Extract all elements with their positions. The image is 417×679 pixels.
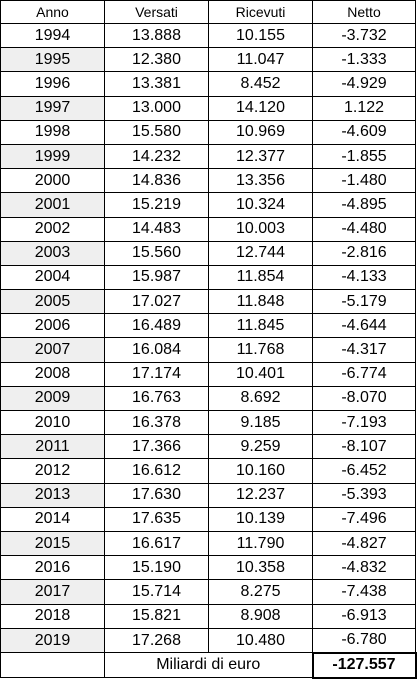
cell-netto: -7.193	[313, 411, 416, 435]
cell-versati: 17.268	[105, 628, 209, 653]
cell-versati: 13.000	[105, 96, 209, 120]
table-row	[1, 483, 416, 507]
cell-anno: 2011	[1, 435, 105, 459]
cell-netto: -4.929	[313, 72, 416, 96]
cell-versati: 15.987	[105, 265, 209, 289]
cell-versati: 13.888	[105, 24, 209, 48]
cell-anno: 2006	[1, 314, 105, 338]
table-row	[1, 217, 416, 241]
cell-netto: -4.133	[313, 265, 416, 289]
table-row	[1, 120, 416, 144]
cell-anno: 2018	[1, 604, 105, 628]
cell-versati: 15.219	[105, 193, 209, 217]
cell-ricevuti: 10.139	[209, 507, 313, 531]
cell-anno: 2014	[1, 507, 105, 531]
cell-ricevuti: 8.908	[209, 604, 313, 628]
cell-versati: 14.483	[105, 217, 209, 241]
table-row	[1, 435, 416, 459]
cell-versati: 16.617	[105, 531, 209, 555]
cell-anno: 2019	[1, 628, 105, 653]
table-body	[1, 24, 416, 653]
table-row	[1, 628, 416, 653]
cell-versati: 17.635	[105, 507, 209, 531]
table-row	[1, 193, 416, 217]
cell-netto: -1.855	[313, 144, 416, 168]
cell-ricevuti: 10.358	[209, 556, 313, 580]
cell-netto: -4.895	[313, 193, 416, 217]
table-row	[1, 411, 416, 435]
cell-netto: -1.480	[313, 169, 416, 193]
cell-netto: -8.107	[313, 435, 416, 459]
cell-anno: 2005	[1, 290, 105, 314]
cell-netto: -8.070	[313, 386, 416, 410]
cell-ricevuti: 11.768	[209, 338, 313, 362]
cell-ricevuti: 11.848	[209, 290, 313, 314]
table-row	[1, 604, 416, 628]
table-row	[1, 386, 416, 410]
cell-versati: 15.190	[105, 556, 209, 580]
cell-versati: 17.027	[105, 290, 209, 314]
cell-ricevuti: 10.969	[209, 120, 313, 144]
header-anno: Anno	[1, 1, 105, 24]
table-row	[1, 556, 416, 580]
cell-versati: 13.381	[105, 72, 209, 96]
cell-ricevuti: 9.259	[209, 435, 313, 459]
table-row	[1, 144, 416, 168]
cell-ricevuti: 11.845	[209, 314, 313, 338]
cell-ricevuti: 10.324	[209, 193, 313, 217]
cell-ricevuti: 13.356	[209, 169, 313, 193]
cell-versati: 14.836	[105, 169, 209, 193]
cell-netto: -2.816	[313, 241, 416, 265]
table-row	[1, 459, 416, 483]
cell-ricevuti: 11.047	[209, 48, 313, 72]
cell-versati: 16.763	[105, 386, 209, 410]
cell-versati: 16.489	[105, 314, 209, 338]
cell-versati: 17.630	[105, 483, 209, 507]
cell-anno: 2010	[1, 411, 105, 435]
cell-anno: 2007	[1, 338, 105, 362]
header-netto: Netto	[313, 1, 416, 24]
cell-ricevuti: 11.854	[209, 265, 313, 289]
cell-anno: 2017	[1, 580, 105, 604]
cell-anno: 1996	[1, 72, 105, 96]
cell-anno: 2004	[1, 265, 105, 289]
table-row	[1, 362, 416, 386]
cell-netto: -4.832	[313, 556, 416, 580]
table-row	[1, 314, 416, 338]
cell-ricevuti: 8.692	[209, 386, 313, 410]
cell-anno: 2001	[1, 193, 105, 217]
cell-anno: 2009	[1, 386, 105, 410]
cell-netto: -1.333	[313, 48, 416, 72]
cell-versati: 15.580	[105, 120, 209, 144]
cell-versati: 16.084	[105, 338, 209, 362]
cell-ricevuti: 12.237	[209, 483, 313, 507]
cell-versati: 15.821	[105, 604, 209, 628]
header-ricevuti: Ricevuti	[209, 1, 313, 24]
footer-row	[1, 653, 416, 678]
table-row	[1, 24, 416, 48]
cell-netto: -7.438	[313, 580, 416, 604]
cell-anno: 2016	[1, 556, 105, 580]
cell-netto: -4.644	[313, 314, 416, 338]
cell-anno: 2013	[1, 483, 105, 507]
header-versati: Versati	[105, 1, 209, 24]
cell-ricevuti: 10.401	[209, 362, 313, 386]
cell-ricevuti: 9.185	[209, 411, 313, 435]
cell-anno: 1995	[1, 48, 105, 72]
cell-ricevuti: 12.744	[209, 241, 313, 265]
cell-netto: -6.780	[313, 628, 416, 653]
cell-netto: -6.452	[313, 459, 416, 483]
footer-unit-label: Miliardi di euro	[105, 653, 313, 678]
cell-netto: -5.393	[313, 483, 416, 507]
table-row	[1, 265, 416, 289]
cell-anno: 2000	[1, 169, 105, 193]
cell-ricevuti: 10.160	[209, 459, 313, 483]
cell-ricevuti: 11.790	[209, 531, 313, 555]
table-row	[1, 290, 416, 314]
cell-versati: 17.174	[105, 362, 209, 386]
cell-versati: 15.714	[105, 580, 209, 604]
footer-total: -127.557	[313, 653, 416, 678]
cell-versati: 16.612	[105, 459, 209, 483]
cell-anno: 2003	[1, 241, 105, 265]
cell-netto: -7.496	[313, 507, 416, 531]
cell-ricevuti: 10.155	[209, 24, 313, 48]
cell-anno: 2002	[1, 217, 105, 241]
cell-ricevuti: 10.003	[209, 217, 313, 241]
cell-versati: 14.232	[105, 144, 209, 168]
table-row	[1, 507, 416, 531]
header-row	[1, 1, 416, 24]
cell-anno: 1997	[1, 96, 105, 120]
cell-netto: -3.732	[313, 24, 416, 48]
cell-ricevuti: 8.452	[209, 72, 313, 96]
cell-versati: 15.560	[105, 241, 209, 265]
table-row	[1, 48, 416, 72]
cell-anno: 1994	[1, 24, 105, 48]
cell-ricevuti: 12.377	[209, 144, 313, 168]
cell-ricevuti: 10.480	[209, 628, 313, 653]
cell-versati: 16.378	[105, 411, 209, 435]
cell-netto: -5.179	[313, 290, 416, 314]
table-header	[1, 1, 416, 24]
table-row	[1, 338, 416, 362]
footer-blank	[1, 653, 105, 678]
cell-netto: -4.480	[313, 217, 416, 241]
table-row	[1, 531, 416, 555]
cell-anno: 2012	[1, 459, 105, 483]
cell-ricevuti: 14.120	[209, 96, 313, 120]
table-row	[1, 241, 416, 265]
table-footer	[1, 653, 416, 678]
cell-anno: 2008	[1, 362, 105, 386]
cell-anno: 1999	[1, 144, 105, 168]
table-row	[1, 580, 416, 604]
table-row	[1, 96, 416, 120]
cell-netto: -4.827	[313, 531, 416, 555]
cell-netto: -6.913	[313, 604, 416, 628]
cell-versati: 17.366	[105, 435, 209, 459]
cell-netto: -4.609	[313, 120, 416, 144]
cell-netto: 1.122	[313, 96, 416, 120]
table-row	[1, 72, 416, 96]
cell-netto: -6.774	[313, 362, 416, 386]
cell-netto: -4.317	[313, 338, 416, 362]
cell-anno: 1998	[1, 120, 105, 144]
cell-versati: 12.380	[105, 48, 209, 72]
cell-ricevuti: 8.275	[209, 580, 313, 604]
table-row	[1, 169, 416, 193]
cell-anno: 2015	[1, 531, 105, 555]
